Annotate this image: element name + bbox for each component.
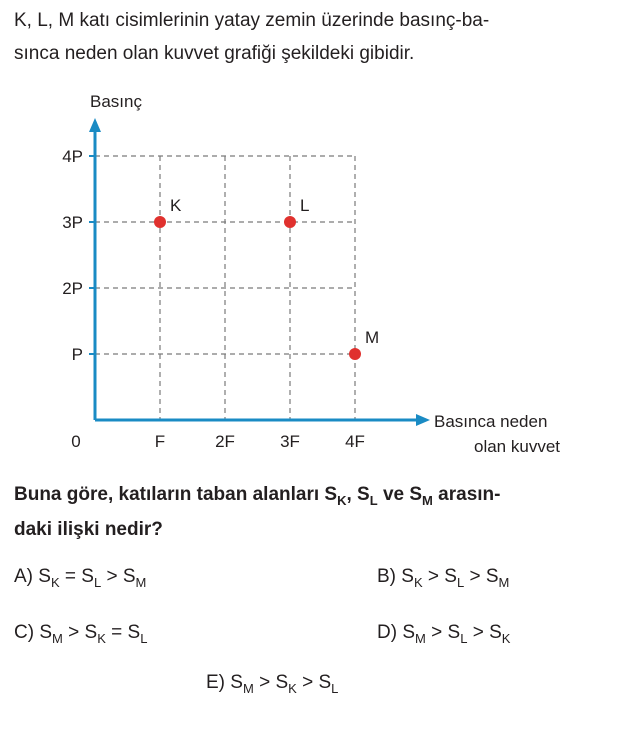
option-c[interactable] <box>14 622 147 644</box>
chart-labels <box>62 92 560 456</box>
chart-axes <box>89 118 430 426</box>
x-tick-label: 3F <box>280 432 300 451</box>
option-term: > S <box>425 622 461 643</box>
option-term: > S <box>296 672 332 693</box>
option-subscript: M <box>242 681 254 696</box>
question-line-2: daki ilişki nedir? <box>14 519 163 540</box>
x-tick-label: 4F <box>345 432 365 451</box>
point-label-l: L <box>300 196 310 215</box>
option-letter: D) <box>377 622 403 643</box>
option-term: > S <box>464 566 499 587</box>
option-subscript: K <box>413 575 423 590</box>
x-tick-label: F <box>154 432 166 451</box>
x-axis-title-line-1: Basınca neden <box>434 412 548 431</box>
option-term: > S <box>101 566 136 587</box>
option-subscript: K <box>97 631 106 646</box>
option-subscript: K <box>288 681 297 696</box>
y-tick-label: 2P <box>62 279 83 298</box>
x-axis-title-line-2: olan kuvvet <box>474 437 560 456</box>
chart-grid <box>95 156 355 420</box>
option-term: > S <box>62 622 98 643</box>
y-axis-title: Basınç <box>90 92 142 111</box>
option-subscript: L <box>93 575 102 590</box>
intro-line-2: sınca neden olan kuvvet grafiği şekildeki gibidir. <box>14 43 415 64</box>
option-d[interactable] <box>377 622 510 644</box>
option-term: > S <box>467 622 502 643</box>
y-tick-label: 4P <box>62 147 83 166</box>
question-intro <box>14 4 622 70</box>
data-point-k <box>154 216 166 228</box>
option-term: S <box>39 622 53 643</box>
data-point-m <box>349 348 361 360</box>
question-line-1: Buna göre, katıların taban alanları $S_K$, $S_L$ ve $S_M$ arasın- <box>14 484 501 508</box>
option-subscript: M <box>415 631 426 646</box>
point-label-m: M <box>365 328 380 347</box>
option-term: S <box>401 566 414 587</box>
option-subscript: M <box>498 575 510 590</box>
option-letter: A) <box>14 566 39 587</box>
x-axis-arrow <box>416 414 430 426</box>
option-subscript: L <box>456 575 465 590</box>
option-subscript: M <box>135 575 147 590</box>
option-b[interactable] <box>377 566 509 588</box>
option-subscript: K <box>501 631 511 646</box>
question-text <box>14 478 628 547</box>
x-tick-label: 2F <box>215 432 235 451</box>
origin-label: 0 <box>71 432 81 451</box>
option-subscript: L <box>140 631 148 646</box>
option-term: > S <box>422 566 457 587</box>
option-term: > S <box>253 672 289 693</box>
option-term: S <box>402 622 416 643</box>
option-letter: B) <box>377 566 402 587</box>
option-subscript: M <box>52 631 63 646</box>
option-a[interactable] <box>14 566 146 588</box>
intro-line-1: K, L, M katı cisimlerinin yatay zemin üzerinde basınç-ba- <box>14 10 490 31</box>
pressure-force-chart <box>0 80 632 470</box>
y-tick-label: 3P <box>62 213 83 232</box>
point-label-k: K <box>170 196 182 215</box>
y-axis-arrow <box>89 118 101 132</box>
option-term: = S <box>105 622 141 643</box>
option-subscript: L <box>331 681 339 696</box>
data-point-l <box>284 216 296 228</box>
option-term: S <box>38 566 51 587</box>
option-letter: C) <box>14 622 40 643</box>
option-letter: E) <box>206 672 231 693</box>
option-subscript: K <box>50 575 60 590</box>
option-e[interactable] <box>206 672 338 694</box>
y-tick-label: P <box>71 345 83 364</box>
option-subscript: L <box>460 631 468 646</box>
option-term: S <box>230 672 243 693</box>
option-term: = S <box>59 566 94 587</box>
